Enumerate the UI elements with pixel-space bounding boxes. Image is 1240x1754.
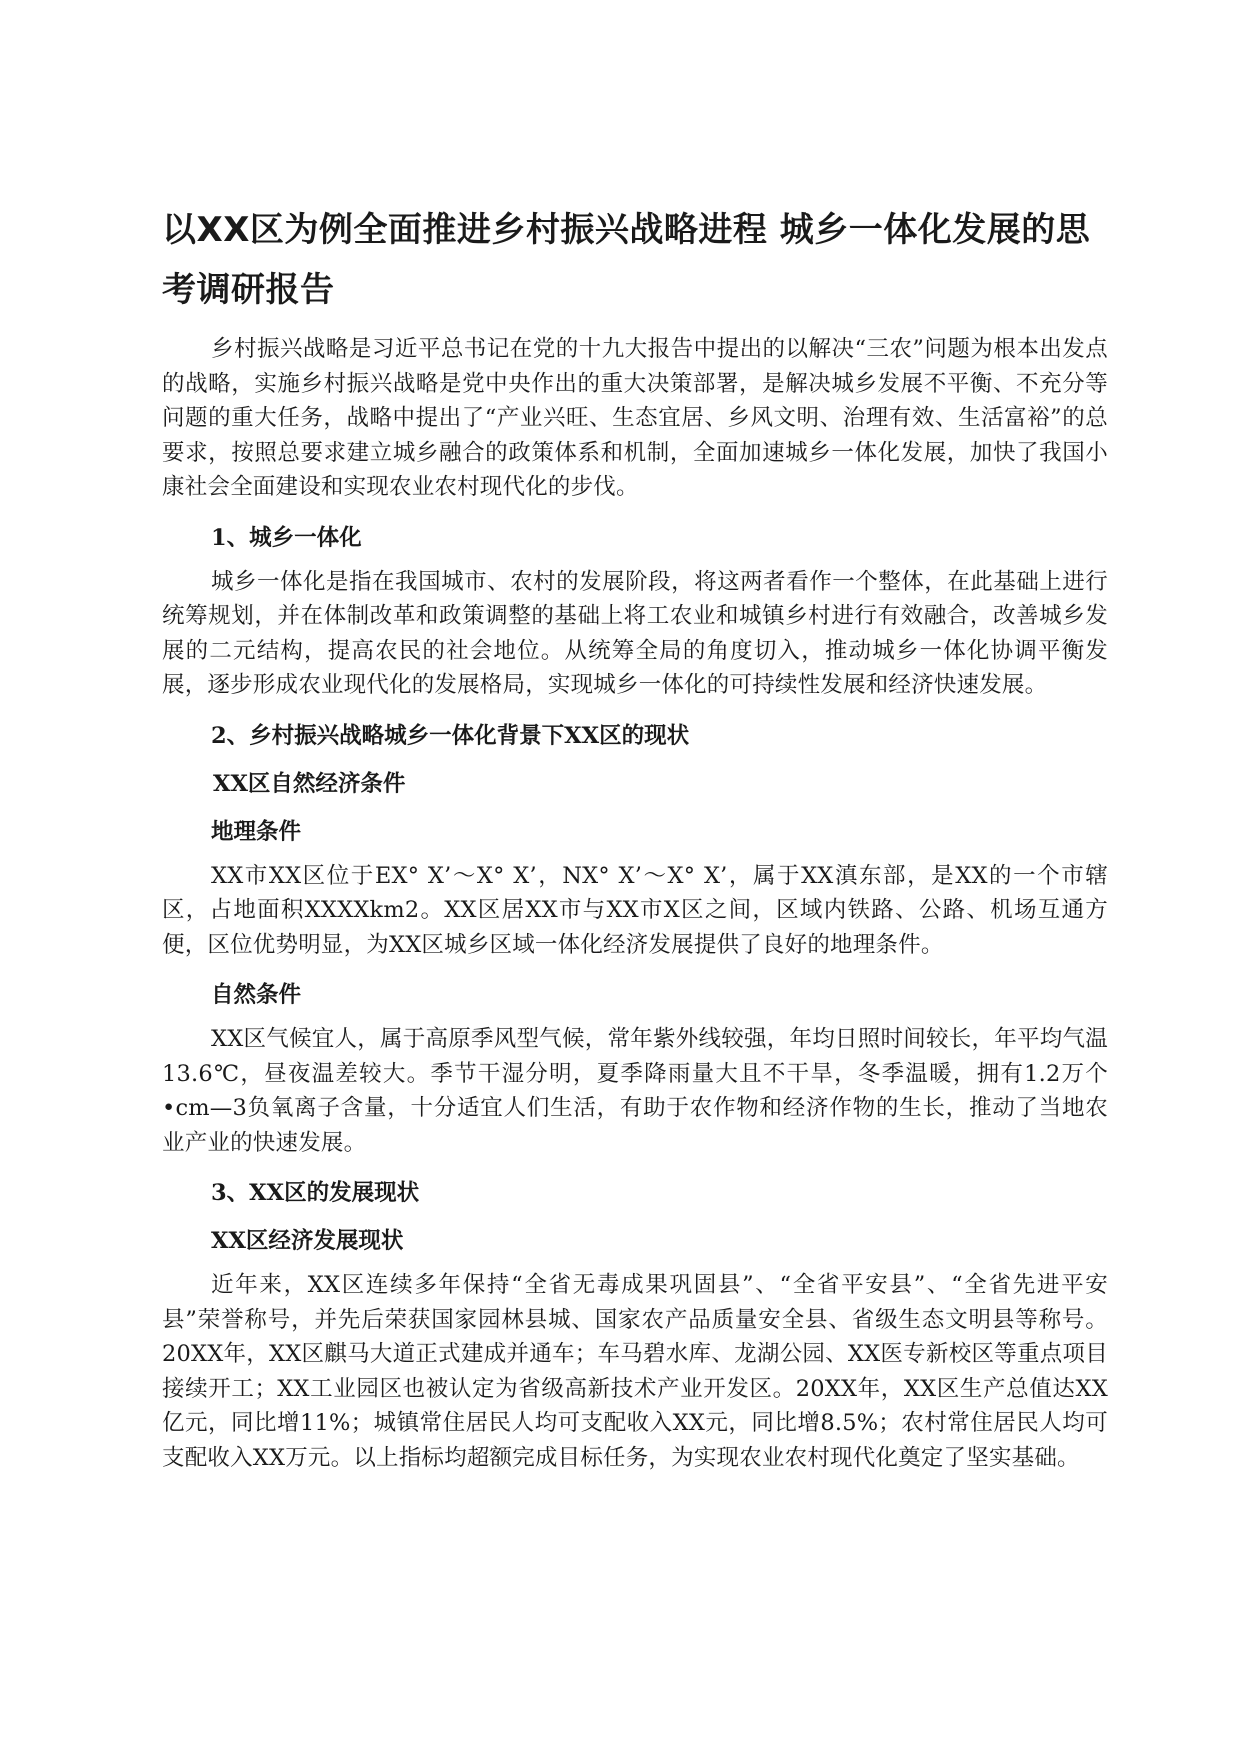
section1-paragraph: 城乡一体化是指在我国城市、农村的发展阶段，将这两者看作一个整体，在此基础上进行统筹规划，并在体制改革和政策调整的基础上将工农业和城镇乡村进行有效融合，改善城乡发展的二元结构，提高农民的社会地位。从统筹全局的角度切入，推动城乡一体化协调平衡发展，逐步形成农业现代化的发展格局，实现城乡一体化的可持续性发展和经济快速发展。 bbox=[162, 568, 1108, 698]
section2-heading: 2、乡村振兴战略城乡一体化背景下XX区的现状 bbox=[211, 722, 690, 749]
geo-heading: 地理条件 bbox=[211, 818, 302, 845]
document-page bbox=[162, 200, 1108, 1475]
nature-heading: 自然条件 bbox=[211, 982, 302, 1008]
section2-subheading: XX区自然经济条件 bbox=[213, 770, 406, 797]
section3-subheading: XX区经济发展现状 bbox=[211, 1228, 404, 1254]
section3-heading: 3、XX区的发展现状 bbox=[211, 1180, 420, 1206]
intro-paragraph: 乡村振兴战略是习近平总书记在党的十九大报告中提出的以解决“三农”问题为根本出发点的战略，实施乡村振兴战略是党中央作出的重大决策部署，是解决城乡发展不平衡、不充分等问题的重大任务，战略中提出了“产业兴旺、生态宜居、乡风文明、治理有效、生活富裕”的总要求，按照总要求建立城乡融合的政策体系和机制，全面加速城乡一体化发展，加快了我国小康社会全面建设和实现农业农村现代化的步伐。 bbox=[162, 336, 1108, 500]
section3-paragraph: 近年来，XX区连续多年保持“全省无毒成果巩固县”、“全省平安县”、“全省先进平安县”荣誉称号，并先后荣获国家园林县城、国家农产品质量安全县、省级生态文明县等称号。20XX年，XX区麒马大道正式建成并通车；车马碧水库、龙湖公园、XX医专新校区等重点项目接续开工；XX工业园区也被认定为省级高新技术产业开发区。20XX年，XX区生产总值达XX亿元，同比增11%；城镇常住居民人均可支配收入XX元，同比增8.5%；农村常住居民人均可支配收入XX万元。以上指标均超额完成目标任务，为实现农业农村现代化奠定了坚实基础。 bbox=[162, 1272, 1108, 1471]
document-title: 以XX区为例全面推进乡村振兴战略进程 城乡一体化发展的思考调研报告 bbox=[162, 210, 1091, 310]
section1-heading: 1、城乡一体化 bbox=[211, 524, 362, 551]
nature-paragraph: XX区气候宜人，属于高原季风型气候，常年紫外线较强，年均日照时间较长，年平均气温13.6℃，昼夜温差较大。季节干湿分明，夏季降雨量大且不干旱，冬季温暖，拥有1.2万个•cm—3负氧离子含量，十分适宜人们生活，有助于农作物和经济作物的生长，推动了当地农业产业的快速发展。 bbox=[162, 1026, 1108, 1156]
geo-paragraph: XX市XX区位于EX° X’～X° X’，NX° X’～X° X’，属于XX滇东部，是XX的一个市辖区，占地面积XXXXkm2。XX区居XX市与XX市X区之间，区域内铁路、公路、机场互通方便，区位优势明显，为XX区城乡区域一体化经济发展提供了良好的地理条件。 bbox=[162, 862, 1108, 958]
